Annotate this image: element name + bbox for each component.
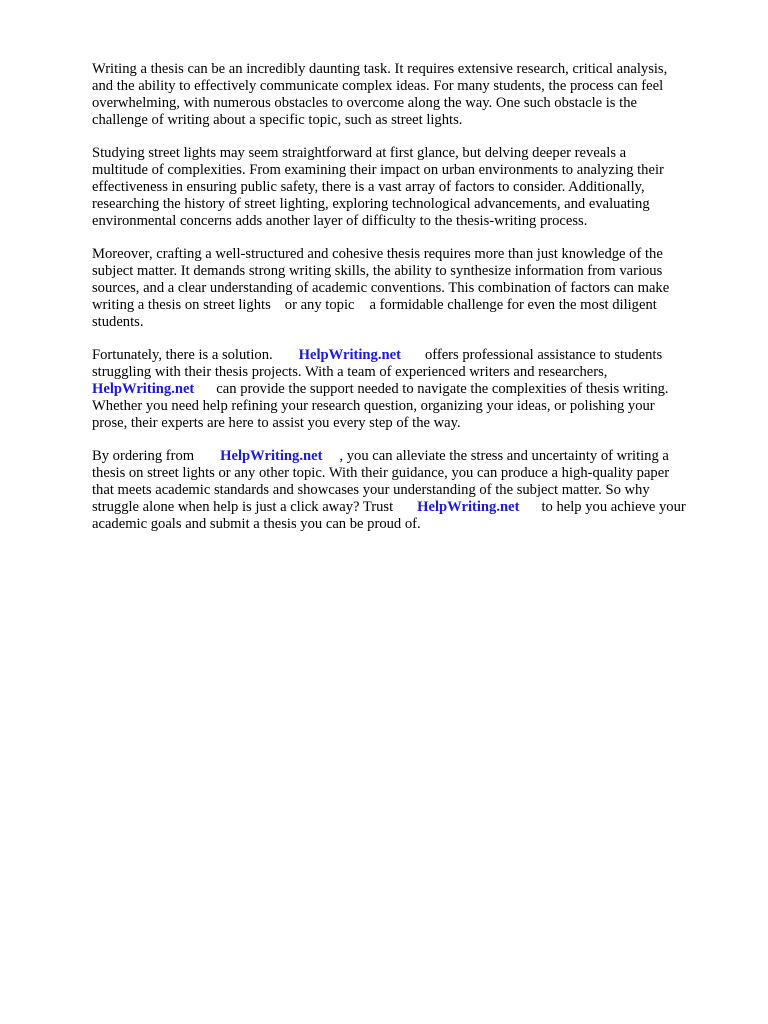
text-line: researching the history of street lighting, exploring technological advancements, and evaluating bbox=[92, 196, 650, 212]
paragraph-1 bbox=[92, 61, 724, 129]
text-line: prose, their experts are here to assist you every step of the way. bbox=[92, 415, 461, 431]
text-line-with-link bbox=[92, 347, 724, 364]
document-page bbox=[92, 61, 724, 549]
text-line: Studying street lights may seem straightforward at first glance, but delving deeper reveals a bbox=[92, 145, 627, 161]
text-line: that meets academic standards and showcases your understanding of the subject matter. So why bbox=[92, 482, 650, 498]
text-fragment: offers professional assistance to students bbox=[424, 347, 663, 363]
text-fragment: to help you achieve your bbox=[541, 499, 686, 515]
text-line: academic goals and submit a thesis you can be proud of. bbox=[92, 516, 421, 532]
helpwriting-link[interactable]: HelpWriting.net bbox=[220, 448, 323, 464]
text-line: thesis on street lights or any other topic. With their guidance, you can produce a high-quality paper bbox=[92, 465, 670, 481]
text-fragment: By ordering from bbox=[92, 448, 195, 464]
text-line-with-gaps bbox=[92, 297, 724, 314]
text-line: and the ability to effectively communicate complex ideas. For many students, the process can feel bbox=[92, 78, 664, 94]
text-fragment: can provide the support needed to navigate the complexities of thesis writing. bbox=[216, 381, 669, 397]
text-line: sources, and a clear understanding of academic conventions. This combination of factors can make bbox=[92, 280, 670, 296]
text-fragment: struggle alone when help is just a click away? Trust bbox=[92, 499, 394, 515]
paragraph-5 bbox=[92, 448, 724, 533]
text-line-with-link bbox=[92, 381, 724, 398]
text-line: challenge of writing about a specific topic, such as street lights. bbox=[92, 112, 463, 128]
text-line: effectiveness in ensuring public safety, there is a vast array of factors to consider. Additionally, bbox=[92, 179, 645, 195]
helpwriting-link[interactable]: HelpWriting.net bbox=[298, 347, 401, 363]
text-fragment: , you can alleviate the stress and uncertainty of writing a bbox=[339, 448, 669, 464]
text-line: Writing a thesis can be an incredibly daunting task. It requires extensive research, critical analysis, bbox=[92, 61, 668, 77]
paragraph-4 bbox=[92, 347, 724, 432]
text-fragment: Fortunately, there is a solution. bbox=[92, 347, 273, 363]
paragraph-3 bbox=[92, 246, 724, 331]
text-line: multitude of complexities. From examining their impact on urban environments to analyzing their bbox=[92, 162, 664, 178]
text-line: Whether you need help refining your research question, organizing your ideas, or polishing your bbox=[92, 398, 655, 414]
text-fragment: a formidable challenge for even the most diligent bbox=[369, 297, 657, 313]
helpwriting-link[interactable]: HelpWriting.net bbox=[417, 499, 520, 515]
text-fragment: or any topic bbox=[284, 297, 355, 313]
text-line: students. bbox=[92, 314, 144, 330]
text-line: subject matter. It demands strong writing skills, the ability to synthesize information from various bbox=[92, 263, 663, 279]
text-line: environmental concerns adds another layer of difficulty to the thesis-writing process. bbox=[92, 213, 588, 229]
paragraph-2 bbox=[92, 145, 724, 230]
text-fragment: writing a thesis on street lights bbox=[92, 297, 271, 313]
helpwriting-link[interactable]: HelpWriting.net bbox=[92, 381, 195, 397]
text-line-with-link bbox=[92, 448, 724, 465]
text-line: overwhelming, with numerous obstacles to overcome along the way. One such obstacle is the bbox=[92, 95, 637, 111]
text-line: struggling with their thesis projects. With a team of experienced writers and researchers, bbox=[92, 364, 608, 380]
text-line: Moreover, crafting a well-structured and cohesive thesis requires more than just knowledge of the bbox=[92, 246, 663, 262]
text-line-with-link bbox=[92, 499, 724, 516]
